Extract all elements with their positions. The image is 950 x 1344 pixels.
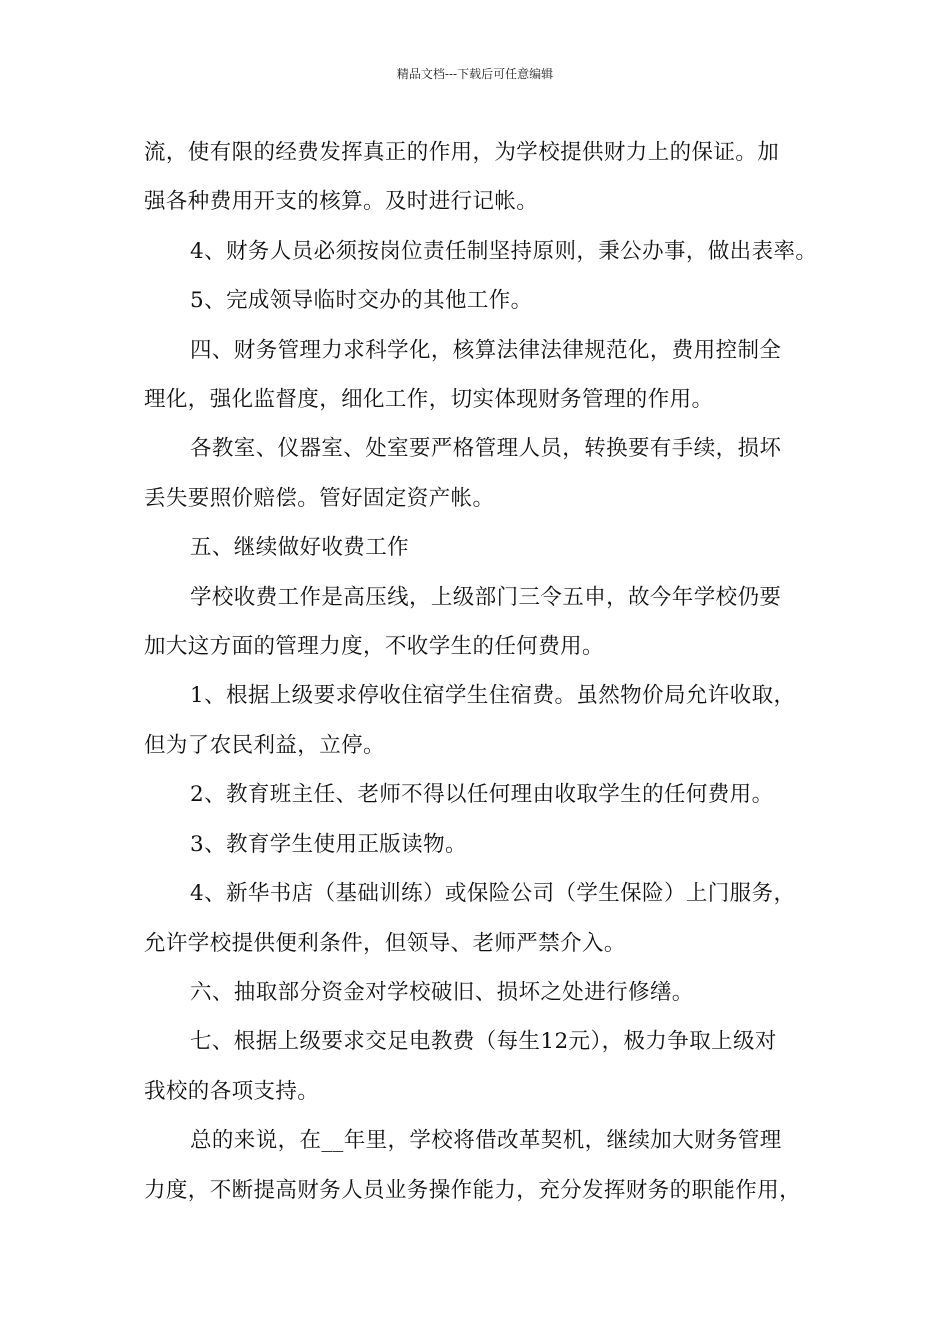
document-body <box>144 128 819 1215</box>
text-line: 丢失要照价赔偿。管好固定资产帐。 <box>144 485 495 511</box>
text-line: 流，使有限的经费发挥真正的作用，为学校提供财力上的保证。加 <box>144 140 780 165</box>
text-line: 四、财务管理力求科学化，核算法律法律规范化，费用控制全 <box>190 337 782 363</box>
text-line: 5、完成领导临时交办的其他工作。 <box>190 288 533 314</box>
text-line: 加大这方面的管理力度，不收学生的任何费用。 <box>144 634 604 660</box>
text-line: 3、教育学生使用正版读物。 <box>190 831 467 857</box>
text-line: 六、抽取部分资金对学校破旧、损坏之处进行修缮。 <box>190 979 694 1005</box>
text-line: 4、新华书店（基础训练）或保险公司（学生保险）上门服务， <box>190 881 796 907</box>
section-heading: 五、继续做好收费工作 <box>190 535 410 561</box>
text-line: 理化，强化监督度，细化工作，切实体现财务管理的作用。 <box>144 387 714 413</box>
page-header: 精品文档---下载后可任意编辑 <box>396 67 554 81</box>
text-line: 允许学校提供便利条件，但领导、老师严禁介入。 <box>144 930 626 956</box>
text-line: 但为了农民利益，立停。 <box>144 732 385 758</box>
text-line: 强各种费用开支的核算。及时进行记帐。 <box>144 189 539 215</box>
text-line: 2、教育班主任、老师不得以任何理由收取学生的任何费用。 <box>190 782 774 808</box>
text-line: 总的来说，在__年里，学校将借改革契机，继续加大财务管理 <box>190 1128 782 1154</box>
text-line: 力度，不断提高财务人员业务操作能力，充分发挥财务的职能作用， <box>144 1177 802 1203</box>
text-line: 各教室、仪器室、处室要严格管理人员，转换要有手续，损坏 <box>190 436 782 462</box>
text-line: 4、财务人员必须按岗位责任制坚持原则，秉公办事，做出表率。 <box>190 238 818 264</box>
text-line: 我校的各项支持。 <box>144 1078 320 1104</box>
text-line: 学校收费工作是高压线，上级部门三令五申，故今年学校仍要 <box>190 584 782 610</box>
text-line: 1、根据上级要求停收住宿学生住宿费。虽然物价局允许收取， <box>190 683 796 709</box>
text-line: 七、根据上级要求交足电教费（每生12元），极力争取上级对 <box>190 1029 777 1055</box>
